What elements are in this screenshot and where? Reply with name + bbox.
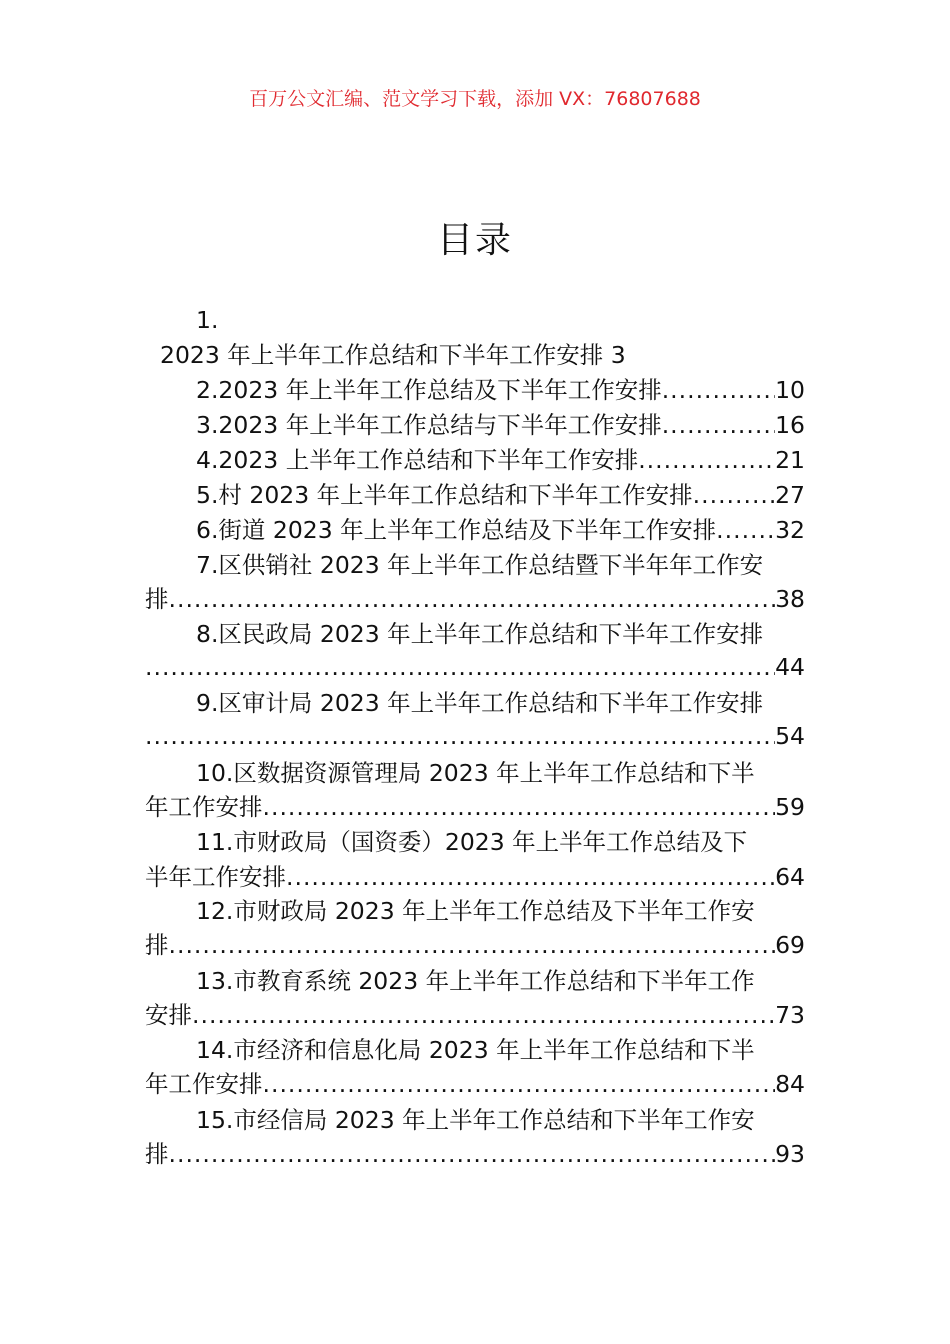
toc-page-number: 84	[775, 1070, 805, 1098]
toc-entry-text: 年工作安排	[145, 793, 263, 821]
dot-leader	[263, 790, 776, 824]
toc-entry-10-line2[interactable]	[145, 790, 805, 824]
toc-entry-7-line2[interactable]	[145, 582, 805, 616]
dot-leader	[662, 373, 775, 407]
toc-page-number: 38	[775, 585, 805, 613]
toc-entry-13-line1[interactable]	[196, 964, 805, 998]
toc-entry-12-line1[interactable]	[196, 894, 805, 928]
toc-entry-text: 7.区供销社 2023 年上半年工作总结暨下半年年工作安	[196, 551, 764, 579]
toc-entry-text: 排	[145, 931, 169, 959]
toc-entry-2[interactable]	[196, 373, 805, 407]
toc-entry-12-line2[interactable]	[145, 928, 805, 962]
toc-entry-1-line1[interactable]	[196, 303, 805, 337]
dot-leader	[145, 719, 775, 753]
toc-page-number: 21	[775, 446, 805, 474]
toc-entry-6[interactable]	[196, 513, 805, 547]
toc-entry-text: 3.2023 年上半年工作总结与下半年工作安排	[196, 411, 662, 439]
toc-entry-text: 年工作安排	[145, 1070, 263, 1098]
toc-entry-text: 半年工作安排	[145, 863, 286, 891]
toc-entry-text: 12.市财政局 2023 年上半年工作总结及下半年工作安	[196, 897, 755, 925]
toc-entry-3[interactable]	[196, 408, 805, 442]
toc-page-number: 44	[775, 653, 805, 681]
toc-entry-13-line2[interactable]	[145, 998, 805, 1032]
toc-entry-14-line1[interactable]	[196, 1033, 805, 1067]
toc-entry-11-line1[interactable]	[196, 825, 805, 859]
toc-entry-text: 安排	[145, 1001, 192, 1029]
dot-leader	[169, 928, 776, 962]
toc-entry-text: 4.2023 上半年工作总结和下半年工作安排	[196, 446, 639, 474]
toc-entry-11-line2[interactable]	[145, 860, 805, 894]
page-title: 目录	[436, 220, 513, 261]
toc-entry-text: 2023 年上半年工作总结和下半年工作安排 3	[160, 341, 626, 369]
dot-leader	[716, 513, 775, 547]
toc-entry-9-line1[interactable]	[196, 686, 805, 720]
toc-entry-14-line2[interactable]	[145, 1067, 805, 1101]
toc-page-number: 32	[775, 516, 805, 544]
dot-leader	[192, 998, 775, 1032]
watermark-banner: 百万公文汇编、范文学习下载，添加 VX：76807688	[249, 88, 701, 110]
toc-page-number: 27	[775, 481, 805, 509]
toc-entry-8-line2[interactable]	[145, 650, 805, 684]
toc-page-number: 59	[775, 793, 805, 821]
toc-page-number: 54	[775, 722, 805, 750]
toc-entry-10-line1[interactable]	[196, 756, 805, 790]
toc-entry-1-line2[interactable]	[160, 338, 820, 372]
toc-entry-text: 排	[145, 1140, 169, 1168]
toc-entry-5[interactable]	[196, 478, 805, 512]
toc-page-number: 93	[775, 1140, 805, 1168]
toc-entry-text: 5.村 2023 年上半年工作总结和下半年工作安排	[196, 481, 693, 509]
toc-entry-text: 1.	[196, 306, 219, 334]
toc-page-number: 73	[775, 1001, 805, 1029]
toc-page-number: 10	[775, 376, 805, 404]
toc-entry-text: 14.市经济和信息化局 2023 年上半年工作总结和下半	[196, 1036, 755, 1064]
toc-entry-text: 10.区数据资源管理局 2023 年上半年工作总结和下半	[196, 759, 755, 787]
toc-entry-15-line2[interactable]	[145, 1137, 805, 1171]
toc-entry-15-line1[interactable]	[196, 1103, 805, 1137]
toc-entry-text: 排	[145, 585, 169, 613]
toc-entry-text: 15.市经信局 2023 年上半年工作总结和下半年工作安	[196, 1106, 755, 1134]
toc-page-number: 16	[775, 411, 805, 439]
toc-entry-text: 8.区民政局 2023 年上半年工作总结和下半年工作安排	[196, 620, 764, 648]
dot-leader	[169, 582, 776, 616]
toc-entry-text: 11.市财政局（国资委）2023 年上半年工作总结及下	[196, 828, 748, 856]
toc-entry-4[interactable]	[196, 443, 805, 477]
toc-entry-9-line2[interactable]	[145, 719, 805, 753]
dot-leader	[693, 478, 775, 512]
toc-entry-8-line1[interactable]	[196, 617, 805, 651]
toc-entry-text: 9.区审计局 2023 年上半年工作总结和下半年工作安排	[196, 689, 764, 717]
dot-leader	[662, 408, 775, 442]
toc-entry-7-line1[interactable]	[196, 548, 805, 582]
dot-leader	[286, 860, 775, 894]
dot-leader	[263, 1067, 776, 1101]
dot-leader	[145, 650, 775, 684]
toc-page-number: 64	[775, 863, 805, 891]
dot-leader	[638, 443, 775, 477]
toc-page-number: 69	[775, 931, 805, 959]
toc-entry-text: 6.街道 2023 年上半年工作总结及下半年工作安排	[196, 516, 717, 544]
dot-leader	[169, 1137, 776, 1171]
toc-entry-text: 13.市教育系统 2023 年上半年工作总结和下半年工作	[196, 967, 755, 995]
toc-entry-text: 2.2023 年上半年工作总结及下半年工作安排	[196, 376, 662, 404]
